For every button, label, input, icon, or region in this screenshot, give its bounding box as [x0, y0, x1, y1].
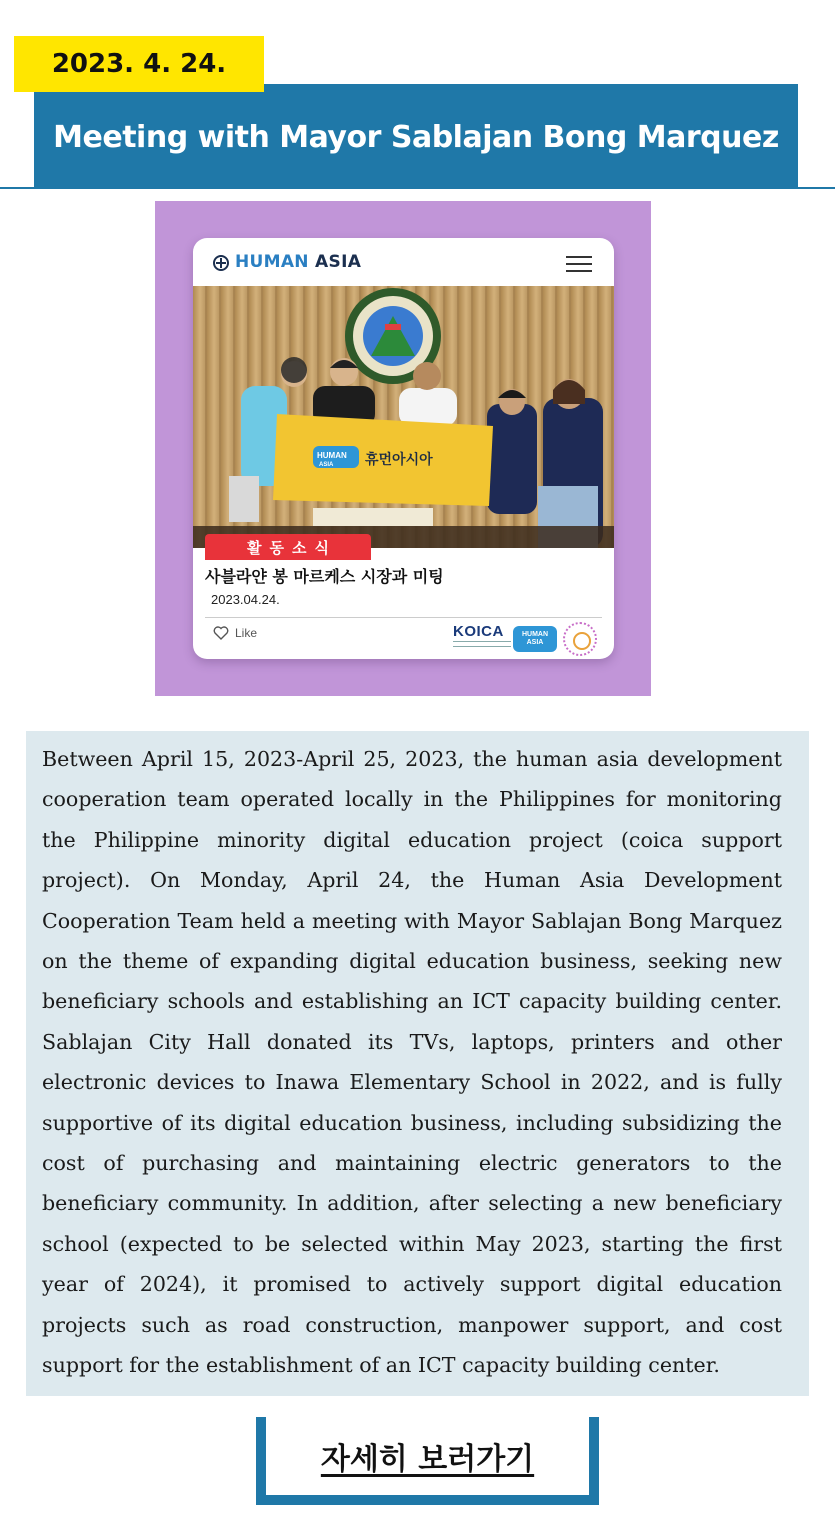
- koica-logo-subtext: [453, 641, 511, 647]
- ha-logo-line1: HUMAN: [521, 631, 549, 638]
- desk-nameplate: [313, 508, 433, 526]
- koica-logo: KOICA: [453, 623, 504, 640]
- card-header: [193, 238, 614, 286]
- like-label: Like: [235, 626, 258, 640]
- ha-logo-line2: ASIA: [526, 639, 544, 646]
- article-body: Between April 15, 2023-April 25, 2023, the human asia development cooperation team operated locally in the Philippines for monitoring the Philippine minority digital education project (coica support project). On Monday, April 24, the Human Asia Development Cooperation Team held a meeting with Mayor Sablajan Bong Marquez on the theme of expanding digital education business, seeking new beneficiary schools and establishing an ICT capacity building center. Sablajan City Hall donated its TVs, laptops, printers and other electronic devices to Inawa Elementary School in 2022, and is fully supportive of its digital education business, including subsidizing the cost of purchasing and maintaining electric generators to the beneficiary community. In addition, after selecting a new beneficiary school (expected to be selected within May 2023, starting the first year of 2024), it promised to actively support digital education projects such as road construction, manpower support, and cost support for the establishment of an ICT capacity building center.: [42, 747, 782, 1378]
- banner-korean-text: 휴먼아시아: [365, 452, 433, 468]
- brand-logo-part1: HUMAN: [235, 252, 309, 272]
- post-title: 사블라얀 봉 마르케스 시장과 미팅: [205, 567, 444, 586]
- view-more-label: 자세히 보러가기: [320, 1442, 535, 1477]
- banner-logo-subtext: ASIA: [319, 462, 334, 468]
- date-text: 2023. 4. 24.: [51, 49, 227, 79]
- partner-ring-logo: [563, 622, 597, 656]
- post-date: 2023.04.24.: [211, 592, 280, 607]
- desk-calendar: [229, 476, 259, 522]
- activity-news-tag: 활동소식: [205, 534, 371, 560]
- human-asia-banner: [273, 414, 493, 506]
- meeting-photo: [193, 286, 614, 548]
- banner-logo-text: HUMAN: [317, 451, 347, 460]
- photo-frame: [155, 201, 651, 696]
- heart-icon: [213, 626, 229, 640]
- globe-icon: [213, 255, 229, 271]
- human-asia-logo: [513, 626, 557, 652]
- post-card[interactable]: [193, 238, 614, 659]
- article-box: [26, 731, 809, 1396]
- card-divider: [205, 617, 602, 618]
- brand-logo: [235, 252, 361, 272]
- view-more-button-inner: [266, 1417, 589, 1495]
- page-title: Meeting with Mayor Sablajan Bong Marquez: [53, 119, 779, 155]
- like-button[interactable]: [213, 626, 257, 640]
- title-banner: [34, 84, 798, 188]
- hamburger-menu-icon[interactable]: [566, 256, 592, 272]
- view-more-button[interactable]: [256, 1417, 599, 1505]
- date-badge: [14, 36, 264, 92]
- brand-logo-part2: ASIA: [308, 252, 362, 272]
